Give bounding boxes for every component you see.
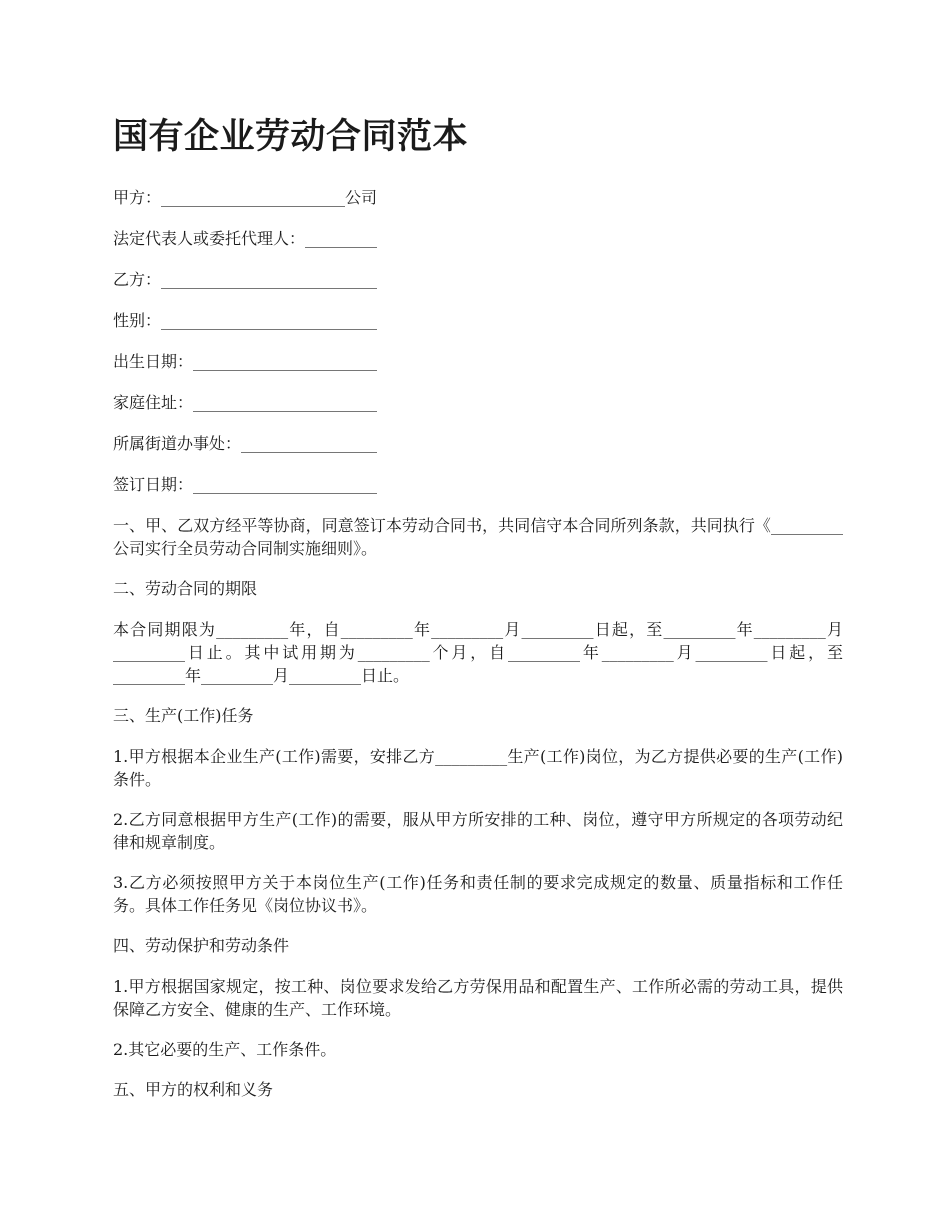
- section-4-item-1: 1.甲方根据国家规定，按工种、岗位要求发给乙方劳保用品和配置生产、工作所必需的劳动工具，提供保障乙方安全、健康的生产、工作环境。: [113, 977, 843, 1019]
- party-b-field: 乙方：___________________________: [113, 270, 378, 289]
- section-4-item-2: 2.其它必要的生产、工作条件。: [113, 1040, 337, 1059]
- section-3-item-1: 1.甲方根据本企业生产(工作)需要，安排乙方_________生产(工作)岗位，为乙方提供必要的生产(工作)条件。: [113, 747, 843, 789]
- contract-term-paragraph: 本合同期限为_________年，自_________年_________月_________日起，至_________年_________月_________日止。其中试用期为_________个月，自_________年_________月_________日起，至_________年_________月_________日止。: [113, 620, 843, 685]
- section-2-heading: 二、劳动合同的期限: [113, 579, 258, 598]
- home-address-field: 家庭住址：_______________________: [113, 393, 378, 412]
- section-4-heading: 四、劳动保护和劳动条件: [113, 936, 290, 955]
- signing-date-field: 签订日期：_______________________: [113, 475, 378, 494]
- gender-field: 性别：___________________________: [113, 311, 378, 330]
- party-a-field: 甲方：_______________________公司: [113, 188, 378, 207]
- section-3-heading: 三、生产(工作)任务: [113, 706, 254, 725]
- section-5-heading: 五、甲方的权利和义务: [113, 1080, 274, 1099]
- legal-representative-field: 法定代表人或委托代理人：_________: [113, 229, 378, 248]
- section-3-item-3: 3.乙方必须按照甲方关于本岗位生产(工作)任务和责任制的要求完成规定的数量、质量指标和工作任务。具体工作任务见《岗位协议书》。: [113, 873, 843, 915]
- birth-date-field: 出生日期：_______________________: [113, 352, 378, 371]
- document-title: 国有企业劳动合同范本: [113, 116, 469, 157]
- section-3-item-2: 2.乙方同意根据甲方生产(工作)的需要，服从甲方所安排的工种、岗位，遵守甲方所规定的各项劳动纪律和规章制度。: [113, 810, 843, 852]
- document-page: [113, 112, 843, 1119]
- street-office-field: 所属街道办事处：_________________: [113, 434, 378, 453]
- clause-1-paragraph: 一、甲、乙双方经平等协商，同意签订本劳动合同书，共同信守本合同所列条款，共同执行《_________公司实行全员劳动合同制实施细则》。: [113, 516, 843, 558]
